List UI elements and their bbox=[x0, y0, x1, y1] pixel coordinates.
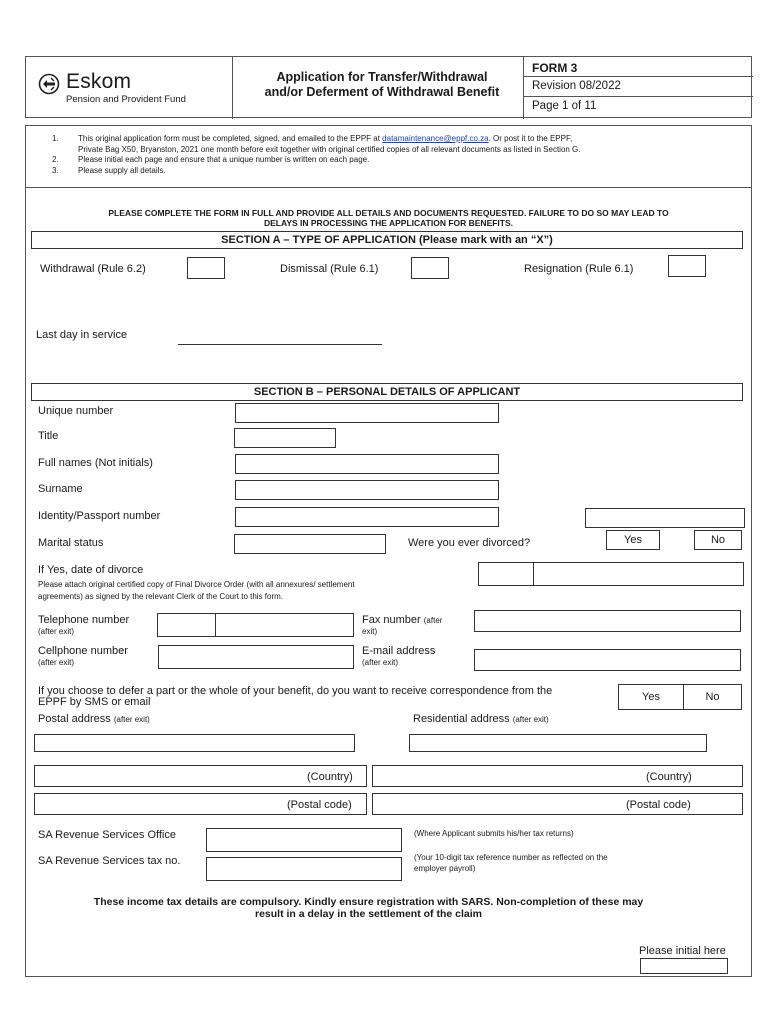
eskom-logo-icon bbox=[38, 73, 64, 95]
title-label: Title bbox=[38, 430, 59, 442]
fax-input[interactable] bbox=[474, 610, 741, 632]
id-extra-input[interactable] bbox=[585, 508, 745, 528]
email-label: E-mail address bbox=[362, 645, 436, 657]
resignation-label: Resignation (Rule 6.1) bbox=[524, 263, 634, 275]
divorced-yes-option[interactable]: Yes bbox=[606, 530, 660, 550]
surname-input[interactable] bbox=[235, 480, 499, 500]
divorced-no-option[interactable]: No bbox=[694, 530, 742, 550]
defer-no-option[interactable]: No bbox=[683, 684, 742, 710]
telephone-input[interactable] bbox=[157, 613, 354, 637]
header bbox=[25, 56, 752, 118]
sars-tax-input[interactable] bbox=[206, 857, 402, 881]
withdrawal-checkbox[interactable] bbox=[187, 257, 225, 279]
sars-office-input[interactable] bbox=[206, 828, 402, 852]
revision: Revision 08/2022 bbox=[532, 80, 621, 92]
postal-address-label: Postal address (after exit) bbox=[38, 713, 150, 725]
email-input[interactable] bbox=[474, 649, 741, 671]
marital-status-input[interactable] bbox=[234, 534, 386, 554]
marital-status-label: Marital status bbox=[38, 537, 104, 549]
instruction-2: 2. Please initial each page and ensure that a unique number is written on each page. bbox=[52, 155, 370, 164]
residential-address-line1[interactable] bbox=[409, 734, 707, 752]
sars-office-note: (Where Applicant submits his/her tax returns) bbox=[414, 829, 574, 838]
cellphone-after-exit: (after exit) bbox=[38, 658, 75, 667]
postal-code-label: (Postal code) bbox=[287, 799, 352, 811]
instruction-3: 3. Please supply all details. bbox=[52, 165, 166, 175]
defer-yes-option[interactable]: Yes bbox=[618, 684, 684, 710]
last-day-input[interactable] bbox=[178, 344, 382, 345]
full-names-label: Full names (Not initials) bbox=[38, 457, 153, 469]
initial-here-input[interactable] bbox=[640, 958, 728, 974]
cellphone-label: Cellphone number bbox=[38, 645, 128, 657]
id-passport-input[interactable] bbox=[235, 507, 499, 527]
page-number: Page 1 of 11 bbox=[532, 100, 597, 112]
postal-address-line1[interactable] bbox=[34, 734, 355, 752]
instructions: 1. This original application form must be completed, signed, and emailed to the EPPF at datamaintenance@eppf.co.za. Or post it to the EPPF, Private Bag X50, Bryanston, 2021 one month before exit together with original certified copies of all relevant documents as listed in Section G. 2. Please initial each page and ensure that a unique number is written on each page. 3. Please supply all details. bbox=[52, 134, 742, 176]
sars-tax-note-line2: employer payroll) bbox=[414, 864, 476, 873]
form-title-line2: and/or Deferment of Withdrawal Benefit bbox=[264, 85, 500, 99]
eskom-logo bbox=[36, 71, 226, 111]
sars-tax-label: SA Revenue Services tax no. bbox=[38, 855, 181, 867]
residential-address-label: Residential address (after exit) bbox=[413, 713, 549, 725]
form-number: FORM 3 bbox=[532, 61, 578, 75]
divorce-note-line2: agreements) as signed by the relevant Clerk of the Court to this form. bbox=[38, 592, 284, 601]
section-a-title: SECTION A – TYPE OF APPLICATION (Please mark with an “X”) bbox=[31, 231, 743, 249]
id-passport-label: Identity/Passport number bbox=[38, 510, 161, 522]
email-after-exit: (after exit) bbox=[362, 658, 399, 667]
eppf-email-link[interactable]: datamaintenance@eppf.co.za bbox=[382, 134, 489, 143]
telephone-label: Telephone number bbox=[38, 614, 130, 626]
divorced-question: Were you ever divorced? bbox=[408, 537, 531, 549]
residential-country-label: (Country) bbox=[646, 771, 692, 783]
sars-office-label: SA Revenue Services Office bbox=[38, 829, 176, 841]
fax-label: Fax number (after bbox=[362, 614, 443, 626]
section-b-title: SECTION B – PERSONAL DETAILS OF APPLICANT bbox=[31, 383, 743, 401]
full-names-input[interactable] bbox=[235, 454, 499, 474]
sars-tax-note-line1: (Your 10-digit tax reference number as reflected on the bbox=[414, 853, 608, 862]
divorce-note-line1: Please attach original certified copy of Final Divorce Order (with all annexures/ settlement bbox=[38, 580, 355, 589]
withdrawal-label: Withdrawal (Rule 6.2) bbox=[40, 263, 146, 275]
telephone-after-exit: (after exit) bbox=[38, 627, 75, 636]
residential-code-label: (Postal code) bbox=[626, 799, 691, 811]
defer-question-line2: EPPF by SMS or email bbox=[38, 696, 151, 708]
surname-label: Surname bbox=[38, 483, 83, 495]
dismissal-label: Dismissal (Rule 6.1) bbox=[280, 263, 379, 275]
defer-question-line1: If you choose to defer a part or the whole of your benefit, do you want to receive correspondence from the bbox=[38, 685, 553, 697]
resignation-checkbox[interactable] bbox=[668, 255, 706, 277]
unique-number-label: Unique number bbox=[38, 405, 114, 417]
instruction-1: 1. This original application form must be completed, signed, and emailed to the EPPF at datamaintenance@eppf.co.za. Or post it to the EPPF, bbox=[52, 134, 573, 143]
dismissal-checkbox[interactable] bbox=[411, 257, 449, 279]
logo-sub: Pension and Provident Fund bbox=[66, 94, 186, 105]
divorce-date-label: If Yes, date of divorce bbox=[38, 564, 144, 576]
divorce-date-input[interactable] bbox=[478, 562, 744, 586]
form-title-line1: Application for Transfer/Withdrawal bbox=[276, 70, 488, 84]
form-title bbox=[232, 70, 532, 100]
tax-compulsory-note: These income tax details are compulsory. Kindly ensure registration with SARS. Non-completion of these may result in a delay in the settlement of the claim bbox=[93, 896, 644, 920]
postal-country-label: (Country) bbox=[307, 771, 353, 783]
initial-here-label: Please initial here bbox=[639, 945, 726, 957]
cellphone-input[interactable] bbox=[158, 645, 354, 669]
warning-text: PLEASE COMPLETE THE FORM IN FULL AND PROVIDE ALL DETAILS AND DOCUMENTS REQUESTED. FAILURE TO DO SO MAY LEAD TO DELAYS IN PROCESSING THE APPLICATION FOR BENEFITS. bbox=[108, 208, 669, 228]
unique-number-input[interactable] bbox=[235, 403, 499, 423]
title-input[interactable] bbox=[234, 428, 336, 448]
fax-exit: exit) bbox=[362, 627, 378, 636]
logo-brand: Eskom bbox=[66, 70, 132, 93]
last-day-label: Last day in service bbox=[36, 329, 128, 341]
